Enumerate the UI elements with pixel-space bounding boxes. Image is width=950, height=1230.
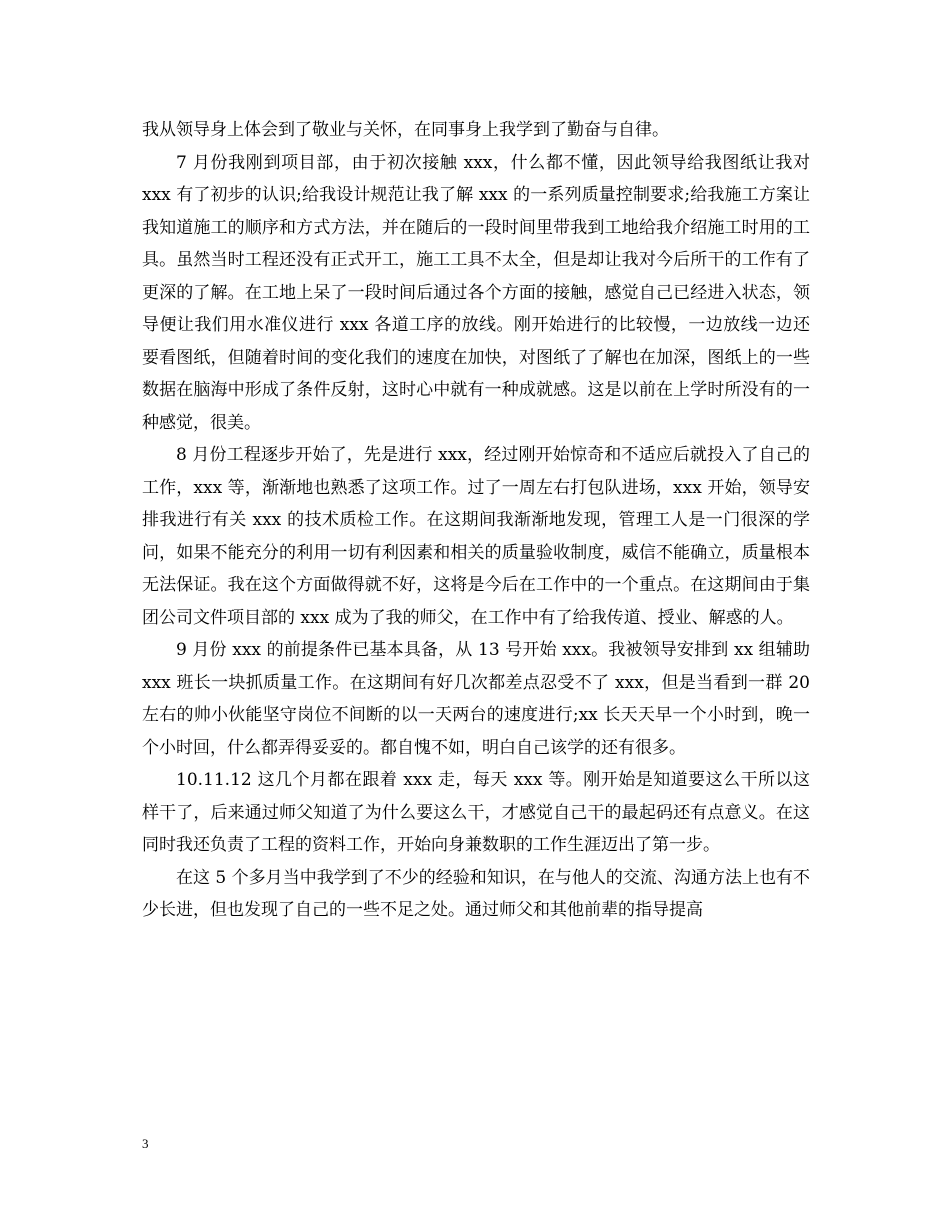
paragraph-summary: 在这 5 个多月当中我学到了不少的经验和知识，在与他人的交流、沟通方法上也有不少长进，但也发现了自己的一些不足之处。通过师父和其他前辈的指导提高	[142, 867, 810, 920]
paragraph-september: 9 月份 xxx 的前提条件已基本具备，从 13 号开始 xxx。我被领导安排到 xx 组辅助 xxx 班长一块抓质量工作。在这期间有好几次都差点忍受不了 xxx，但是当看到一群 20 左右的帅小伙能坚守岗位不间断的以一天两台的速度进行;xx 长天天早一个小时到，晚一个小时回，什么都弄得妥妥的。都自愧不如，明白自己该学的还有很多。	[142, 640, 810, 758]
page-number: 3	[142, 1136, 149, 1151]
paragraph-july: 7 月份我刚到项目部，由于初次接触 xxx，什么都不懂，因此领导给我图纸让我对 xxx 有了初步的认识;给我设计规范让我了解 xxx 的一系列质量控制要求;给我施工方案让我知道施工的顺序和方式方法，并在随后的一段时间里带我到工地给我介绍施工时用的工具。虽然当时工程还没有正式开工，施工工具不太全，但是却让我对今后所干的工作有了更深的了解。在工地上呆了一段时间后通过各个方面的接触，感觉自己已经进入状态，领导便让我们用水准仪进行 xxx 各道工序的放线。刚开始进行的比较慢，一边放线一边还要看图纸，但随着时间的变化我们的速度在加快，对图纸了了解也在加深，图纸上的一些数据在脑海中形成了条件反射，这时心中就有一种成就感。这是以前在上学时所没有的一种感觉，很美。	[142, 152, 810, 433]
body-text	[142, 114, 810, 927]
paragraph-october-december: 10.11.12 这几个月都在跟着 xxx 走，每天 xxx 等。刚开始是知道要这么干所以这样干了，后来通过师父知道了为什么要这么干，才感觉自己干的最起码还有点意义。在这同时我还负责了工程的资料工作，开始向身兼数职的工作生涯迈出了第一步。	[142, 770, 810, 855]
paragraph-continued: 我从领导身上体会到了敬业与关怀，在同事身上我学到了勤奋与自律。	[142, 120, 669, 140]
paragraph-august: 8 月份工程逐步开始了，先是进行 xxx，经过刚开始惊奇和不适应后就投入了自己的工作，xxx 等，渐渐地也熟悉了这项工作。过了一周左右打包队进场，xxx 开始，领导安排我进行有关 xxx 的技术质检工作。在这期间我渐渐地发现，管理工人是一门很深的学问，如果不能充分的利用一切有利因素和相关的质量验收制度，威信不能确立，质量根本无法保证。我在这个方面做得就不好，这将是今后在工作中的一个重点。在这期间由于集团公司文件项目部的 xxx 成为了我的师父，在工作中有了给我传道、授业、解惑的人。	[142, 445, 810, 628]
